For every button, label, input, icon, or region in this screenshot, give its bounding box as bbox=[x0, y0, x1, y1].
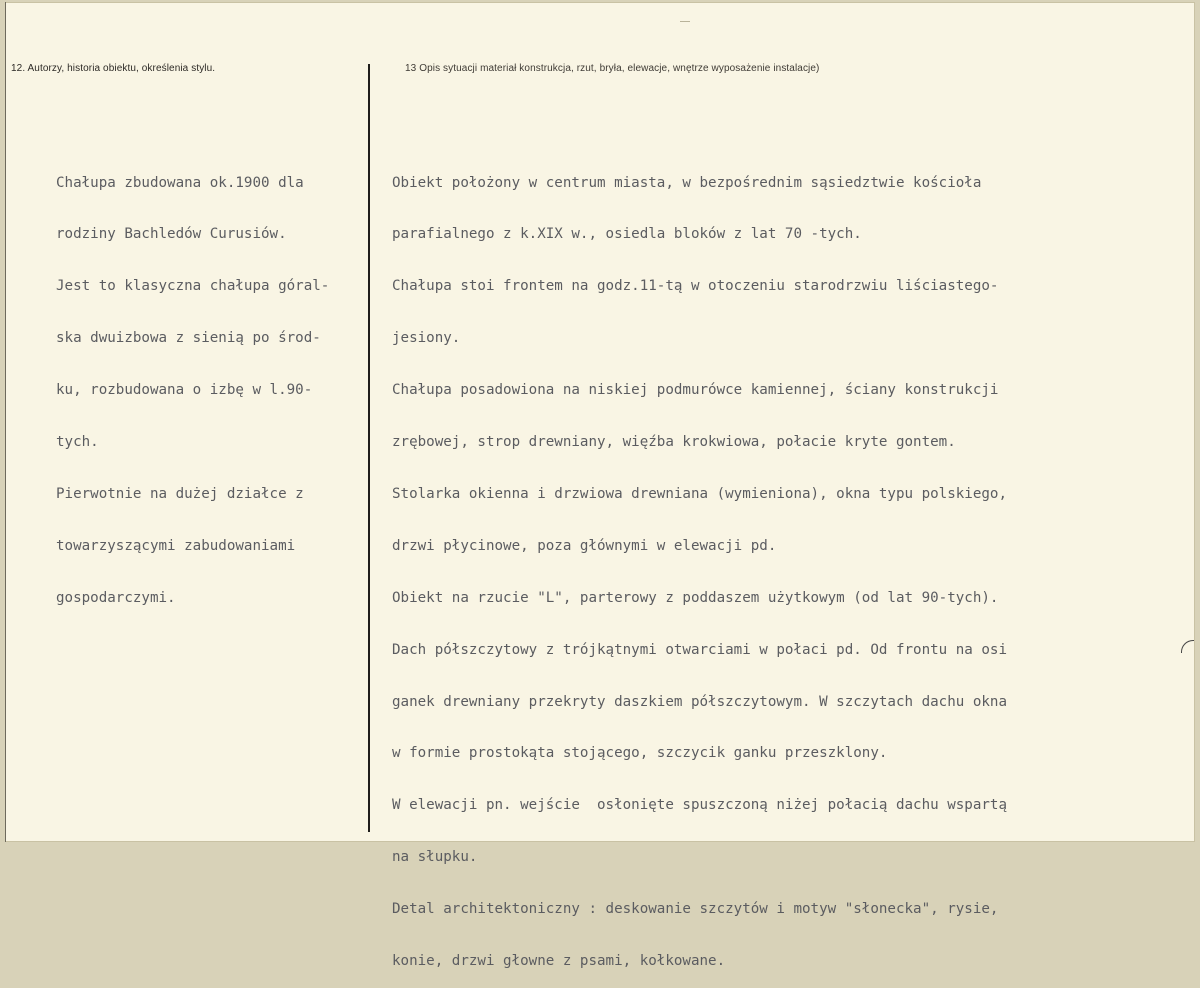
description-line: w formie prostokąta stojącego, szczycik ganku przeszklony. bbox=[392, 745, 888, 762]
history-line: towarzyszącymi zabudowaniami bbox=[56, 537, 296, 554]
history-line: gospodarczymi. bbox=[56, 589, 176, 606]
description-line: ganek drewniany przekryty daszkiem półszczytowym. W szczytach dachu okna bbox=[392, 693, 1007, 710]
section-13-label: 13 Opis sytuacji materiał konstrukcja, rzut, bryła, elewacje, wnętrze wyposażenie instalacje) bbox=[405, 63, 820, 74]
description-line: konie, drzwi głowne z psami, kołkowane. bbox=[392, 952, 726, 969]
history-line: rodziny Bachledów Curusiów. bbox=[56, 226, 287, 243]
description-line: Chałupa posadowiona na niskiej podmurówce kamiennej, ściany konstrukcji bbox=[392, 382, 999, 399]
description-line: Obiekt na rzucie "L", parterowy z poddaszem użytkowym (od lat 90-tych). bbox=[392, 589, 999, 606]
paper-mark bbox=[680, 21, 690, 22]
history-line: ska dwuizbowa z sienią po środ- bbox=[56, 330, 321, 347]
history-text bbox=[56, 140, 329, 624]
description-text bbox=[392, 140, 1007, 988]
description-line: Chałupa stoi frontem na godz.11-tą w otoczeniu starodrzwiu liściastego- bbox=[392, 278, 999, 295]
description-line: zrębowej, strop drewniany, więźba krokwiowa, połacie kryte gontem. bbox=[392, 434, 956, 451]
section-12-label: 12. Autorzy, historia obiektu, określenia stylu. bbox=[11, 63, 216, 74]
history-line: Jest to klasyczna chałupa góral- bbox=[56, 278, 330, 295]
column-divider bbox=[368, 64, 370, 832]
description-line: drzwi płycinowe, poza głównymi w elewacji pd. bbox=[392, 537, 777, 554]
description-line: Obiekt położony w centrum miasta, w bezpośrednim sąsiedztwie kościoła bbox=[392, 174, 982, 191]
description-line: W elewacji pn. wejście osłonięte spuszczoną niżej połacią dachu wspartą bbox=[392, 797, 1007, 814]
history-line: ku, rozbudowana o izbę w l.90- bbox=[56, 382, 313, 399]
description-line: Stolarka okienna i drzwiowa drewniana (wymieniona), okna typu polskiego, bbox=[392, 485, 1007, 502]
history-line: Chałupa zbudowana ok.1900 dla bbox=[56, 174, 304, 191]
description-line: Dach półszczytowy z trójkątnymi otwarciami w połaci pd. Od frontu na osi bbox=[392, 641, 1007, 658]
history-line: Pierwotnie na dużej działce z bbox=[56, 485, 304, 502]
description-line: jesiony. bbox=[392, 330, 461, 347]
description-line: parafialnego z k.XIX w., osiedla bloków z lat 70 -tych. bbox=[392, 226, 862, 243]
description-line: Detal architektoniczny : deskowanie szczytów i motyw "słonecka", rysie, bbox=[392, 901, 999, 918]
history-line: tych. bbox=[56, 434, 99, 451]
description-line: na słupku. bbox=[392, 849, 478, 866]
card-edge bbox=[5, 2, 6, 842]
